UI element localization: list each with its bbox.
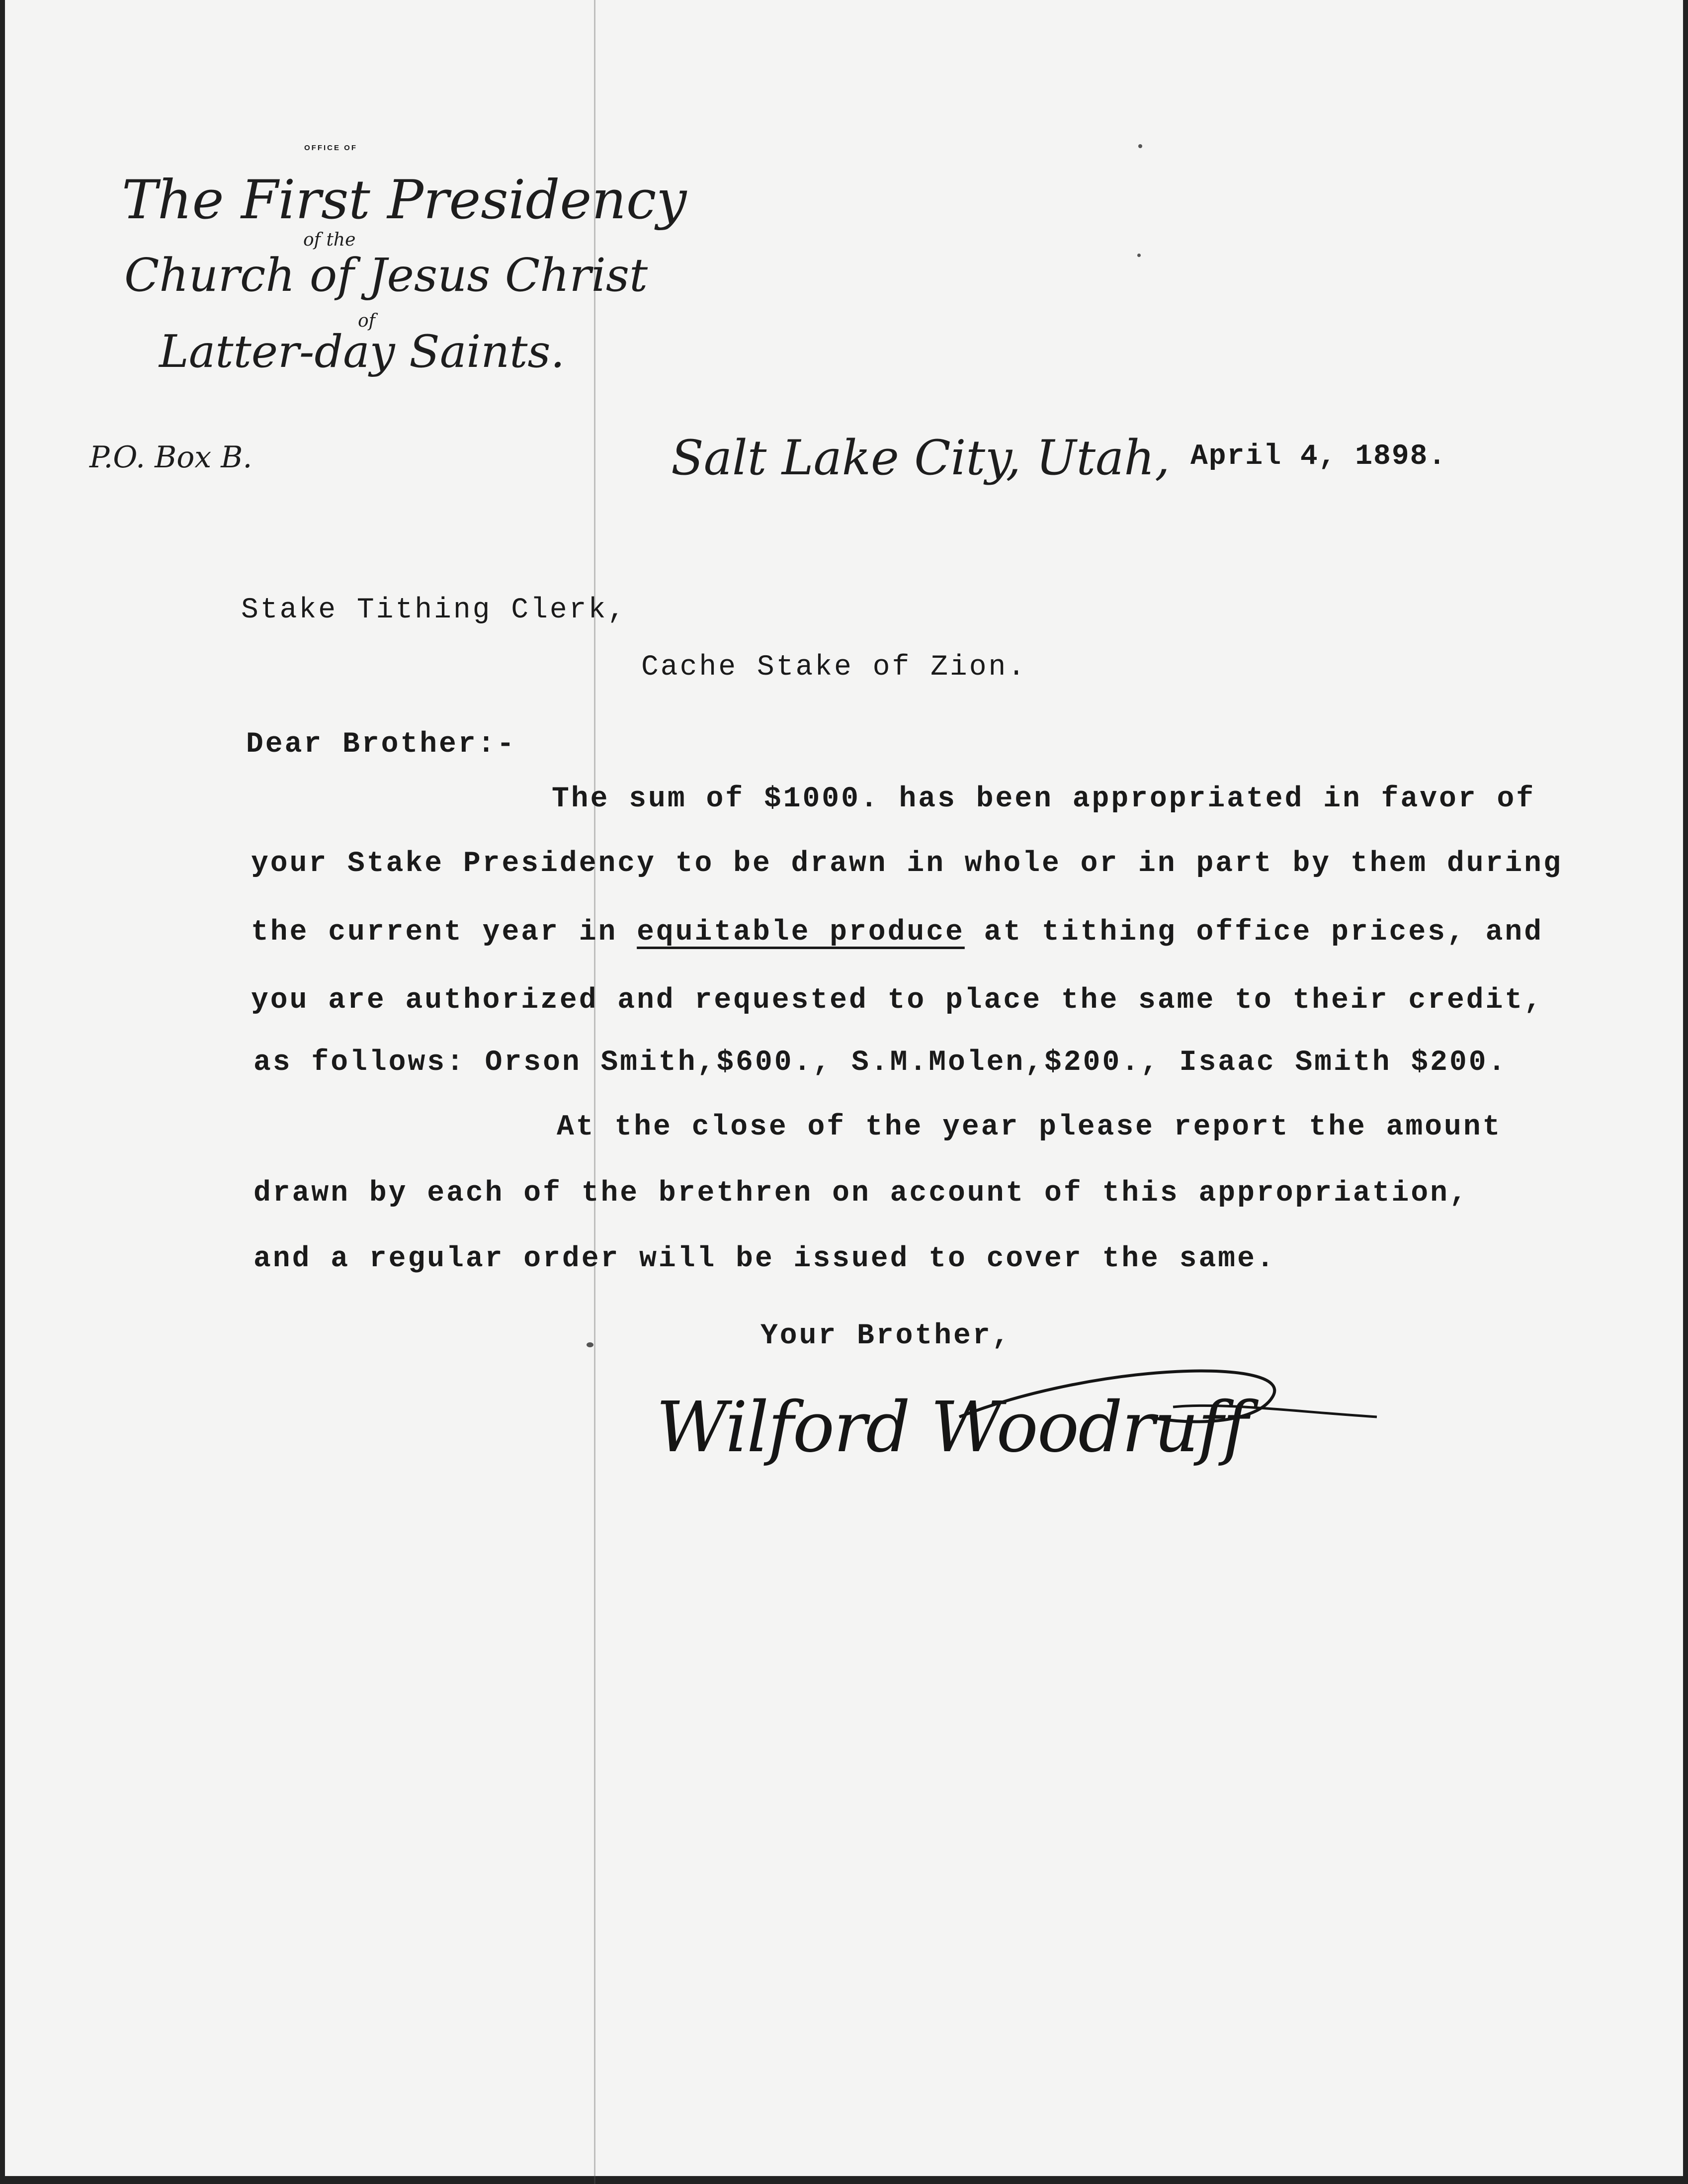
body-line: your Stake Presidency to be drawn in whole or in part by them during bbox=[251, 848, 1563, 880]
body-line: as follows: Orson Smith,$600., S.M.Molen,$200., Isaac Smith $200. bbox=[253, 1047, 1508, 1079]
letterhead-city: Salt Lake City, Utah, bbox=[671, 430, 1170, 486]
signature: Wilford Woodruff bbox=[656, 1387, 1248, 1468]
letterhead-of-the: of the bbox=[303, 230, 356, 250]
paper-fold-line bbox=[594, 0, 595, 2184]
scan-edge-bottom bbox=[0, 2176, 1688, 2184]
underlined-phrase: equitable produce bbox=[637, 916, 965, 949]
body-text: the current year in bbox=[251, 916, 637, 949]
scan-speck bbox=[587, 1342, 593, 1347]
scan-speck bbox=[1138, 144, 1142, 148]
letterhead-first-presidency: The First Presidency bbox=[122, 169, 687, 231]
body-text: at tithing office prices, and bbox=[964, 916, 1543, 949]
scan-edge-right bbox=[1683, 0, 1688, 2184]
body-line: At the close of the year please report the amount bbox=[557, 1111, 1502, 1143]
recipient-line-1: Stake Tithing Clerk, bbox=[241, 594, 627, 626]
letterhead-latter-day-saints: Latter-day Saints. bbox=[159, 326, 565, 378]
scan-speck bbox=[1137, 254, 1141, 257]
body-line: drawn by each of the brethren on account of this appropriation, bbox=[253, 1177, 1469, 1210]
letter-date: April 4, 1898. bbox=[1190, 440, 1447, 473]
body-line bbox=[251, 916, 1543, 949]
recipient-line-2: Cache Stake of Zion. bbox=[641, 651, 1027, 684]
salutation: Dear Brother:- bbox=[246, 728, 516, 761]
closing: Your Brother, bbox=[760, 1320, 1012, 1352]
letterhead-of: of bbox=[358, 311, 375, 331]
body-line: The sum of $1000. has been appropriated in favor of bbox=[552, 783, 1536, 815]
body-line: you are authorized and requested to place the same to their credit, bbox=[251, 984, 1543, 1017]
letterhead-office-of: OFFICE OF bbox=[304, 144, 357, 152]
body-line: and a regular order will be issued to cover the same. bbox=[253, 1243, 1276, 1275]
letterhead-po-box: P.O. Box B. bbox=[89, 440, 253, 475]
letterhead-church-name: Church of Jesus Christ bbox=[124, 249, 648, 302]
scan-edge-left bbox=[0, 0, 5, 2184]
